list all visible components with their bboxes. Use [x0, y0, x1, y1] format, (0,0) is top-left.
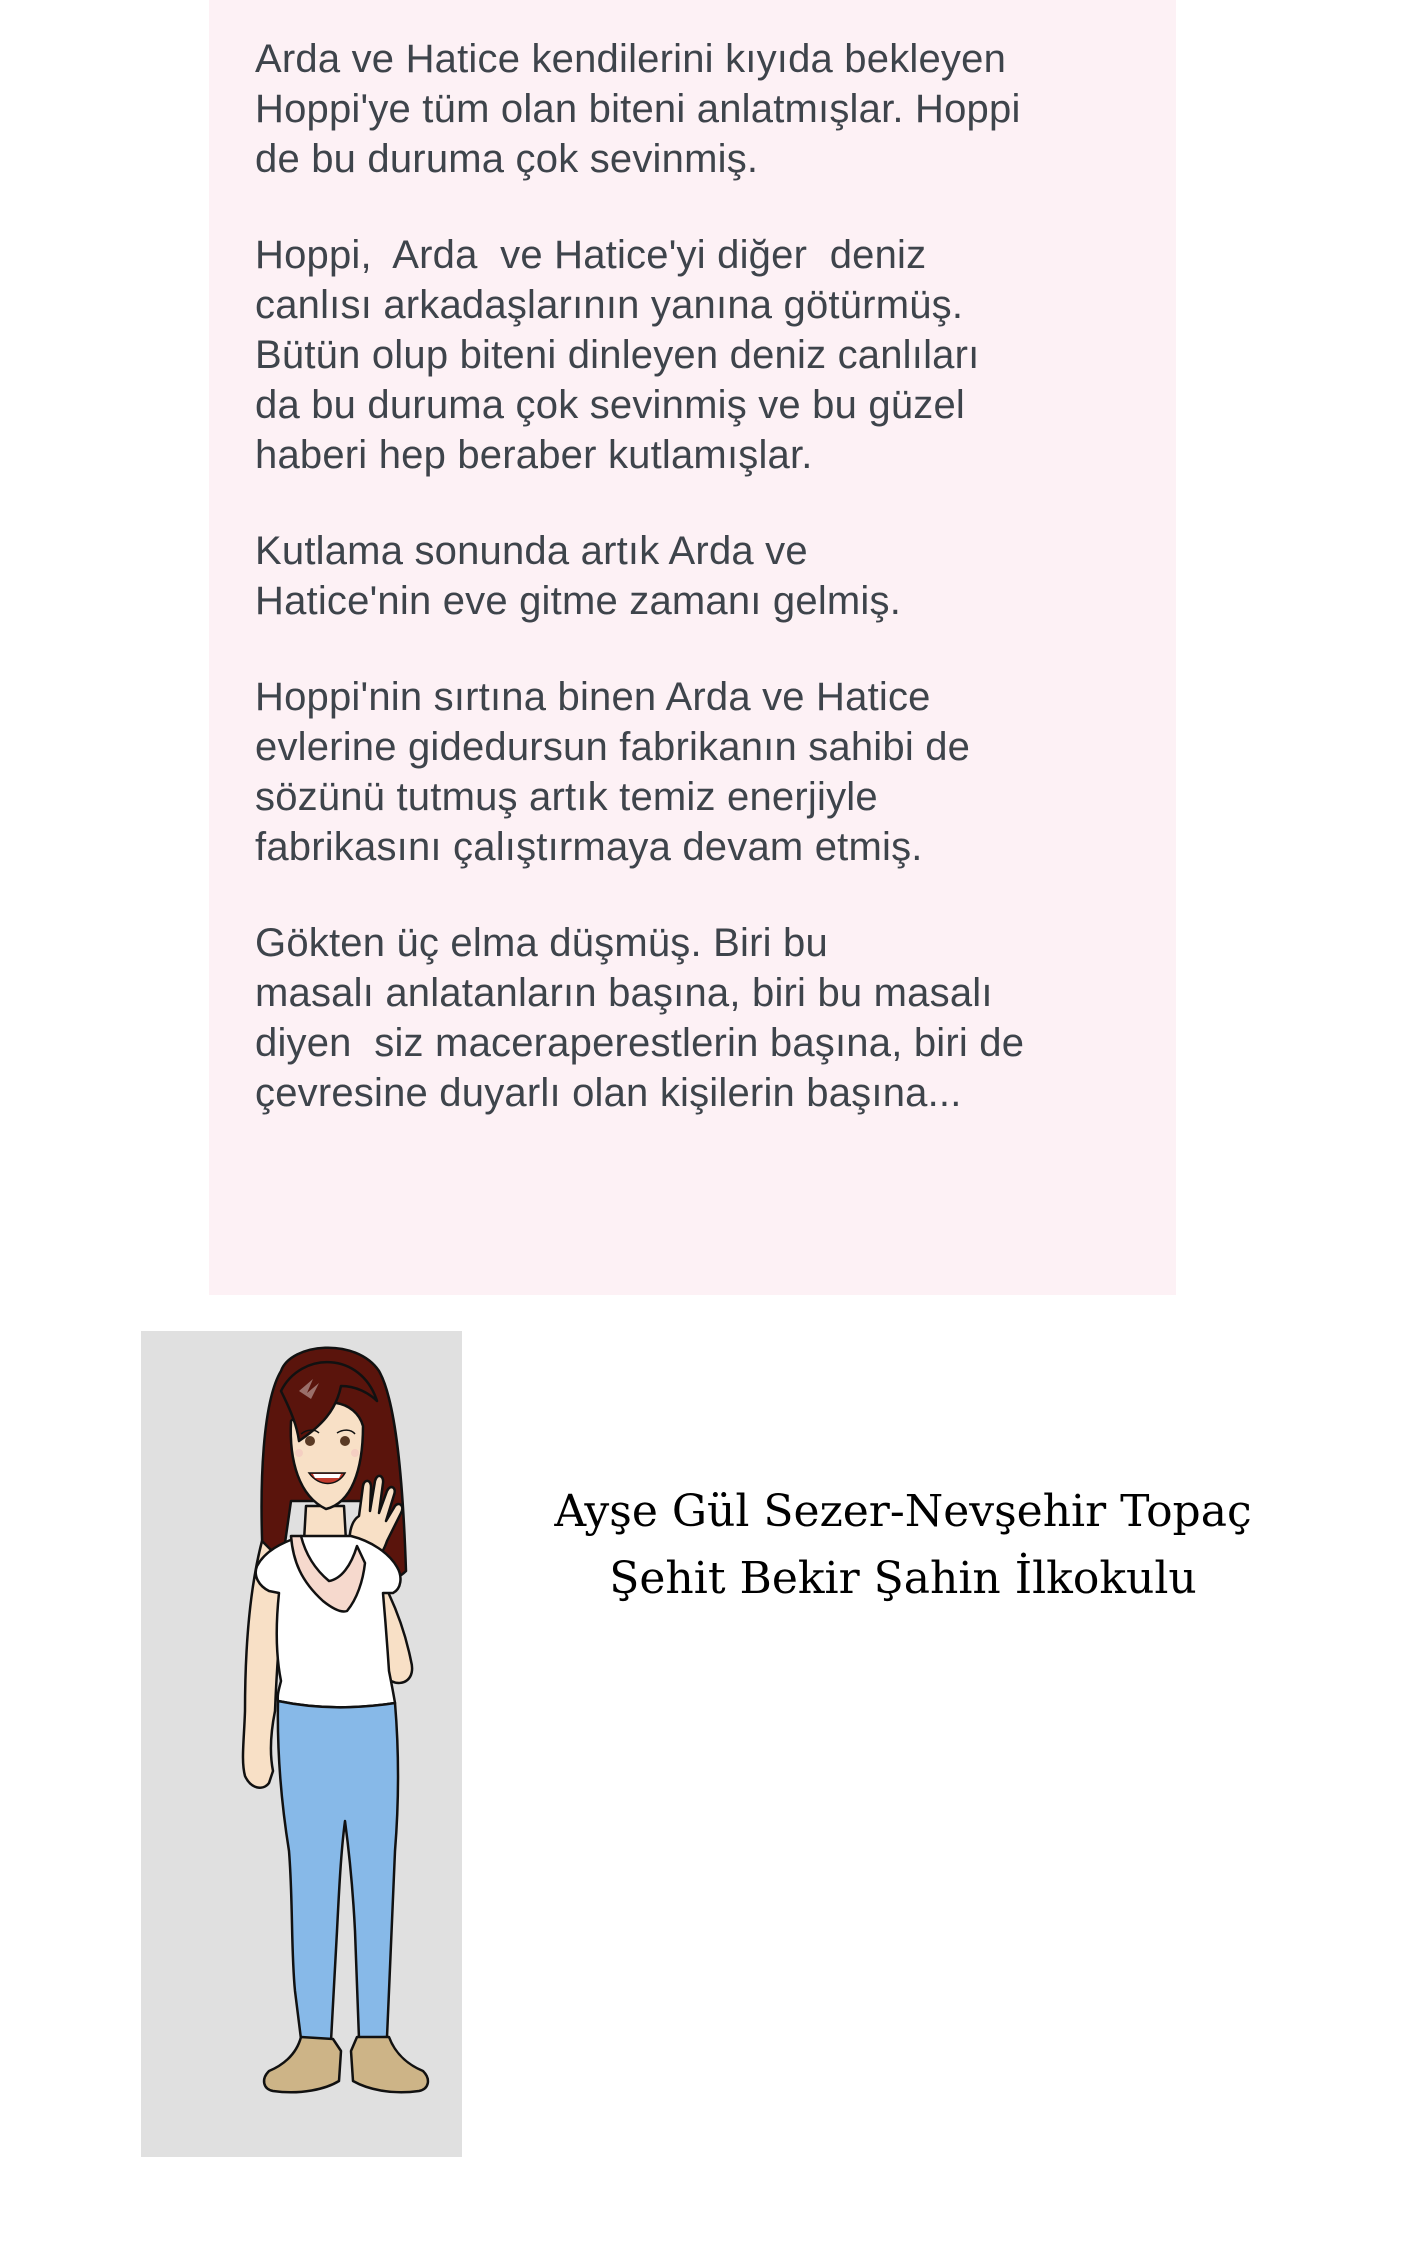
story-line: Hoppi'ye tüm olan biteni anlatmışlar. Hoppi	[255, 87, 1021, 131]
story-paragraph-4	[255, 672, 1024, 872]
story-paragraph-3	[255, 526, 1024, 626]
story-line: canlısı arkadaşlarının yanına götürmüş.	[255, 283, 964, 327]
story-line: sözünü tutmuş artık temiz enerjiyle	[255, 775, 878, 819]
story-line: Hoppi, Arda ve Hatice'yi diğer deniz	[255, 233, 927, 277]
story-paragraph-5	[255, 918, 1024, 1118]
story-paragraph-1	[255, 34, 1024, 184]
story-line: diyen siz maceraperestlerin başına, biri de	[255, 1021, 1025, 1065]
author-credit	[480, 1478, 1326, 1612]
author-name-school: Ayşe Gül Sezer-Nevşehir Topaç	[554, 1486, 1252, 1537]
story-paragraph-2	[255, 230, 1024, 480]
story-line: çevresine duyarlı olan kişilerin başına...	[255, 1071, 962, 1115]
author-portrait	[141, 1331, 462, 2157]
story-text	[255, 34, 1024, 1164]
story-line: Hatice'nin eve gitme zamanı gelmiş.	[255, 579, 902, 623]
story-line: da bu duruma çok sevinmiş ve bu güzel	[255, 383, 965, 427]
story-line: Bütün olup biteni dinleyen deniz canlıları	[255, 333, 980, 377]
story-line: Hoppi'nin sırtına binen Arda ve Hatice	[255, 675, 931, 719]
story-panel	[209, 0, 1176, 1295]
story-line: fabrikasını çalıştırmaya devam etmiş.	[255, 825, 923, 869]
story-line: masalı anlatanların başına, biri bu masalı	[255, 971, 993, 1015]
school-name: Şehit Bekir Şahin İlkokulu	[609, 1553, 1197, 1604]
story-line: evlerine gidedursun fabrikanın sahibi de	[255, 725, 971, 769]
story-line: Gökten üç elma düşmüş. Biri bu	[255, 921, 828, 965]
cartoon-woman-waving-icon	[141, 1331, 462, 2157]
story-line: de bu duruma çok sevinmiş.	[255, 137, 759, 181]
story-line: Kutlama sonunda artık Arda ve	[255, 529, 808, 573]
story-line: haberi hep beraber kutlamışlar.	[255, 433, 813, 477]
story-line: Arda ve Hatice kendilerini kıyıda bekleyen	[255, 37, 1007, 81]
